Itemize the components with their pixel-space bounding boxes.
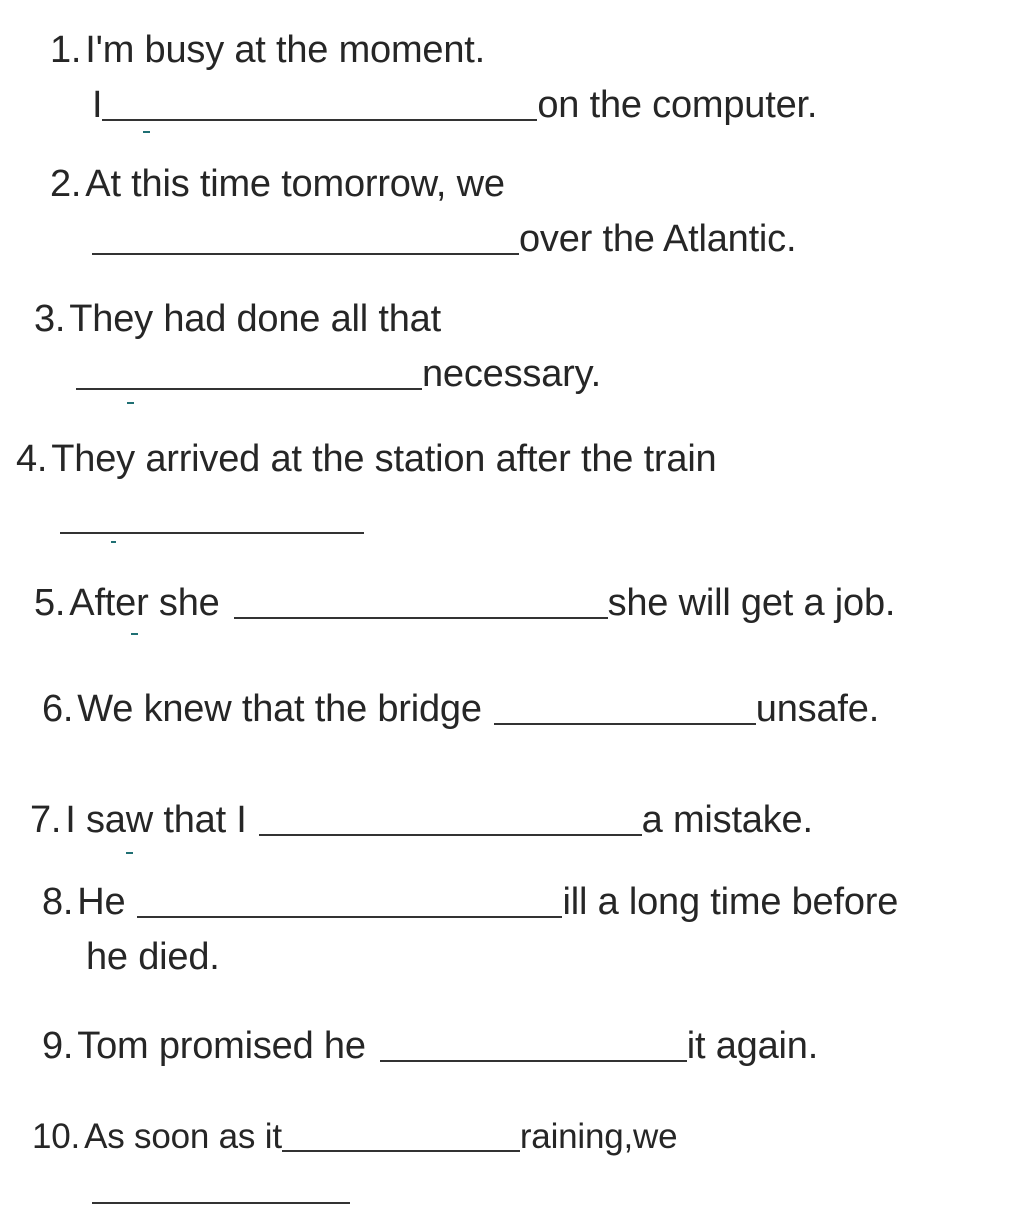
- item-text: ill a long time before: [562, 881, 899, 923]
- item-1-line-1: [50, 31, 485, 69]
- answer-blank[interactable]: [76, 356, 422, 390]
- item-text: it again.: [686, 1025, 819, 1067]
- item-number: 9.: [42, 1025, 74, 1067]
- item-number: 4.: [16, 438, 48, 480]
- item-number: 2.: [50, 163, 82, 205]
- item-1-line-2: [92, 86, 817, 124]
- item-10-line-1: [32, 1118, 677, 1154]
- answer-blank[interactable]: [494, 691, 756, 725]
- answer-blank[interactable]: [380, 1028, 687, 1062]
- answer-blank[interactable]: [92, 1200, 350, 1204]
- item-number: 1.: [50, 29, 82, 71]
- item-text: necessary.: [422, 353, 601, 395]
- item-text: After she: [69, 582, 220, 624]
- item-text: As soon as it: [84, 1117, 282, 1156]
- answer-blank[interactable]: [234, 585, 608, 619]
- answer-blank[interactable]: [282, 1118, 520, 1152]
- item-2-line-2: [92, 220, 796, 258]
- item-text: They had done all that: [69, 298, 441, 340]
- item-8-line-1: [42, 883, 898, 921]
- item-text: They arrived at the station after the train: [51, 438, 717, 480]
- item-number: 7.: [30, 799, 62, 841]
- stray-mark: [111, 541, 116, 543]
- stray-mark: [127, 402, 134, 404]
- item-text: raining,we: [519, 1117, 678, 1156]
- item-number: 5.: [34, 582, 66, 624]
- item-6-line-1: [42, 690, 879, 728]
- item-number: 8.: [42, 881, 74, 923]
- item-text: At this time tomorrow, we: [85, 163, 505, 205]
- stray-mark: [143, 131, 150, 133]
- item-9-line-1: [42, 1027, 818, 1065]
- answer-blank[interactable]: [102, 87, 537, 121]
- item-number: 10.: [32, 1117, 81, 1156]
- item-text: he died.: [86, 936, 220, 978]
- stray-mark: [131, 633, 138, 635]
- item-text: I saw that I: [65, 799, 247, 841]
- item-2-line-1: [50, 165, 505, 203]
- item-4-line-1: [16, 440, 717, 478]
- item-text: a mistake.: [641, 799, 813, 841]
- item-text: on the computer.: [537, 84, 818, 126]
- item-8-line-2: [86, 938, 220, 976]
- item-text: He: [77, 881, 126, 923]
- item-number: 6.: [42, 688, 74, 730]
- item-text: I: [92, 84, 103, 126]
- item-3-line-1: [34, 300, 441, 338]
- item-number: 3.: [34, 298, 66, 340]
- item-3-line-2: [76, 355, 601, 393]
- item-text: Tom promised he: [77, 1025, 366, 1067]
- answer-blank[interactable]: [92, 221, 519, 255]
- answer-blank[interactable]: [60, 530, 364, 534]
- item-text: over the Atlantic.: [519, 218, 797, 260]
- item-text: she will get a job.: [607, 582, 896, 624]
- item-5-line-1: [34, 584, 895, 622]
- item-text: We knew that the bridge: [77, 688, 482, 730]
- answer-blank[interactable]: [259, 802, 642, 836]
- item-text: I'm busy at the moment.: [85, 29, 486, 71]
- answer-blank[interactable]: [137, 884, 562, 918]
- stray-mark: [126, 852, 133, 854]
- item-text: unsafe.: [755, 688, 880, 730]
- item-7-line-1: [30, 801, 813, 839]
